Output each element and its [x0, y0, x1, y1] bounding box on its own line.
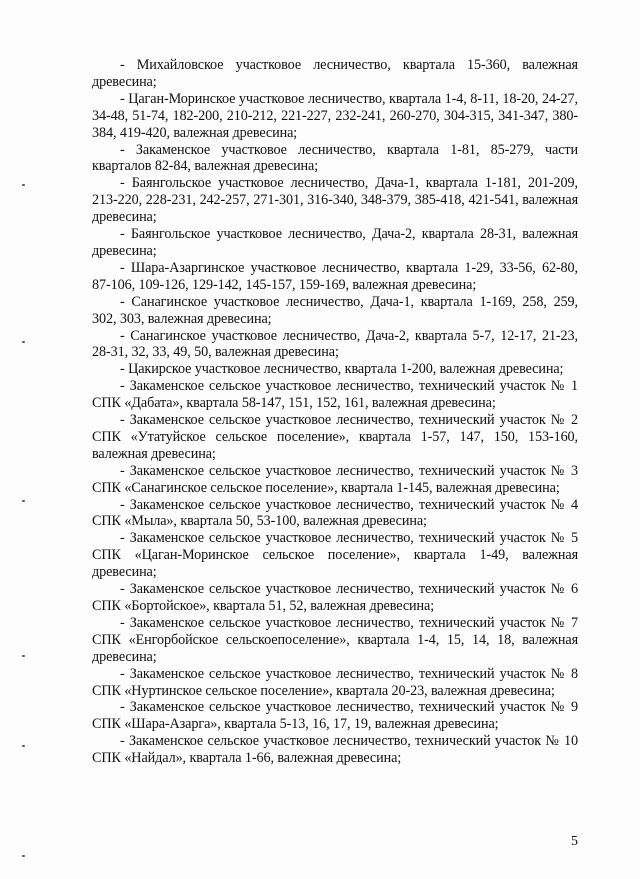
paragraph: - Шара-Азаргинское участковое лесничество, квартала 1-29, 33-56, 62-80, 87-106, 109-126, 129-142, 145-157, 159-169, валежная древесина; [92, 259, 578, 293]
paragraph: - Михайловское участковое лесничество, квартала 15-360, валежная древесина; [92, 57, 578, 90]
margin-mark [22, 500, 25, 502]
document-body [92, 57, 578, 767]
paragraph: - Закаменское участковое лесничество, квартала 1-81, 85-279, части кварталов 82-84, валежная древесина; [92, 141, 578, 175]
page-number: 5 [571, 834, 578, 849]
margin-mark [22, 745, 25, 747]
paragraph: - Баянгольское участковое лесничество, Дача-1, квартала 1-181, 201-209, 213-220, 228-231, 242-257, 271-301, 316-340, 348-379, 385-418, 421-541, валежная древесина; [92, 175, 578, 226]
paragraph: - Закаменское сельское участковое лесничество, технический участок № 2 СПК «Утатуйское сельское поселение», квартала 1-57, 147, 150, 153-160, валежная древесина; [92, 412, 578, 462]
margin-mark [22, 855, 25, 857]
paragraph: - Закаменское сельское участковое лесничество, технический участок № 3 СПК «Санагинское сельское поселение», квартала 1-145, валежная древесина; [92, 462, 578, 496]
paragraph: - Закаменское сельское участковое лесничество, технический участок № 8 СПК «Нуртинское сельское поселение», квартала 20-23, валежная древесина; [92, 665, 578, 699]
paragraph: - Санагинское участковое лесничество, Дача-2, квартала 5-7, 12-17, 21-23, 28-31, 32, 33, 49, 50, валежная древесина; [92, 327, 578, 361]
paragraph: - Закаменское сельское участковое лесничество, технический участок № 6 СПК «Бортойское», квартала 51, 52, валежная древесина; [92, 581, 578, 614]
paragraph: - Цаган-Моринское участковое лесничество, квартала 1-4, 8-11, 18-20, 24-27, 34-48, 51-74, 182-200, 210-212, 221-227, 232-241, 260-270, 304-315, 341-347, 380-384, 419-420, валежная древесина; [92, 90, 578, 141]
paragraph: - Закаменское сельское участковое лесничество, технический участок № 9 СПК «Шара-Азарга», квартала 5-13, 16, 17, 19, валежная древесина; [92, 699, 578, 733]
paragraph: - Закаменское сельское участковое лесничество, технический участок № 4 СПК «Мыла», квартала 50, 53-100, валежная древесина; [92, 496, 578, 530]
paragraph: - Цакирское участковое лесничество, квартала 1-200, валежная древесина; [120, 361, 564, 378]
margin-mark [22, 184, 25, 186]
paragraph: - Баянгольское участковое лесничество, Дача-2, квартала 28-31, валежная древесина; [92, 226, 578, 259]
margin-mark [22, 341, 25, 343]
margin-mark [22, 655, 25, 657]
paragraph: - Закаменское сельское участковое лесничество, технический участок № 10 СПК «Найдал», квартала 1-66, валежная древесина; [92, 733, 578, 767]
paragraph: - Закаменское сельское участковое лесничество, технический участок № 7 СПК «Енгорбойское сельскоепоселение», квартала 1-4, 15, 14, 18, валежная древесина; [92, 614, 578, 665]
paragraph: - Санагинское участковое лесничество, Дача-1, квартала 1-169, 258, 259, 302, 303, валежная древесина; [92, 293, 578, 327]
paragraph: - Закаменское сельское участковое лесничество, технический участок № 5 СПК «Цаган-Моринское сельское поселение», квартала 1-49, валежная древесина; [92, 530, 578, 581]
paragraph: - Закаменское сельское участковое лесничество, технический участок № 1 СПК «Дабата», квартала 58-147, 151, 152, 161, валежная древесина; [92, 378, 578, 412]
